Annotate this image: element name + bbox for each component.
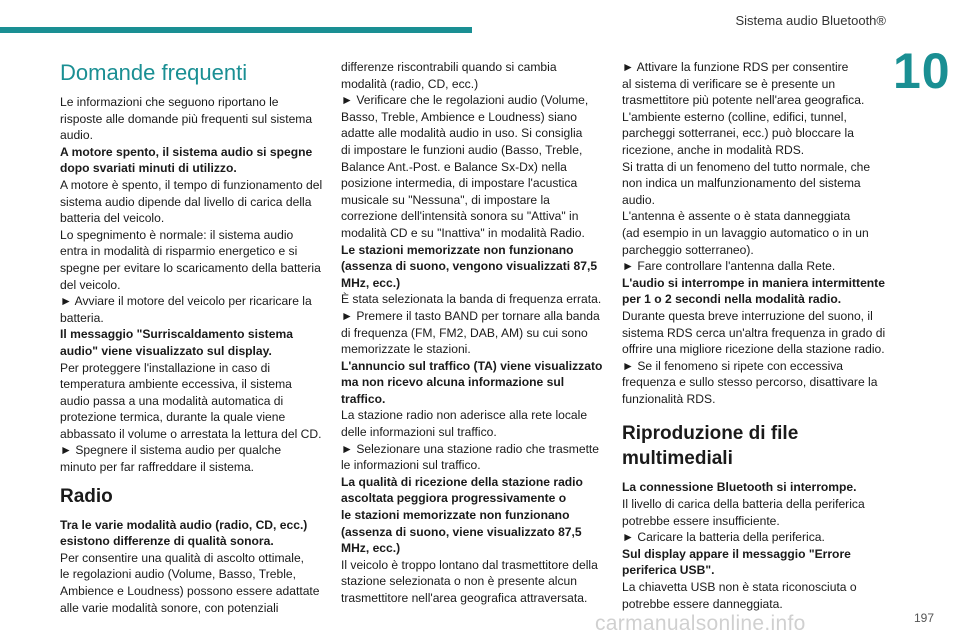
text-line: A motore spento, il sistema audio si spegne xyxy=(60,144,313,159)
text-line: Il livello di carica della batteria della periferica xyxy=(622,497,865,512)
text-line: musicale su "Nessuna", di impostare la xyxy=(341,192,550,207)
text-line: spegne per evitare lo scaricamento della batteria xyxy=(60,260,321,275)
col2-body xyxy=(341,59,604,607)
text-line: audio. xyxy=(60,128,93,143)
text-line: adatte alle modalità audio in uso. Si consiglia xyxy=(341,126,583,141)
text-line: batteria del veicolo. xyxy=(60,211,165,226)
text-line: ma non ricevo alcuna informazione sul xyxy=(341,375,565,390)
text-line: Ambience e Loudness) possono essere adattate xyxy=(60,584,320,599)
text-line: periferica USB". xyxy=(622,563,715,578)
text-line: L'antenna è assente o è stata danneggiata xyxy=(622,209,851,224)
text-line: ascoltata peggiora progressivamente o xyxy=(341,491,567,506)
text-line: Lo spegnimento è normale: il sistema audio xyxy=(60,227,294,242)
text-line: Durante questa breve interruzione del suono, il xyxy=(622,308,873,323)
text-line: L'audio si interrompe in maniera intermittente xyxy=(622,275,885,290)
section-title: Sistema audio Bluetooth® xyxy=(735,13,886,28)
page-number: 197 xyxy=(913,611,934,625)
text-line: Si tratta di un fenomeno del tutto normale, che xyxy=(622,159,871,174)
text-line: modalità (radio, CD, ecc.) xyxy=(341,76,479,91)
text-line: traffico. xyxy=(341,391,386,406)
text-line: audio passa a una modalità automatica di xyxy=(60,393,284,408)
text-line: posizione intermedia, di impostare l'acustica xyxy=(341,176,578,191)
text-line: La stazione radio non aderisce alla rete locale xyxy=(341,408,588,423)
text-line: modalità CD e su "Inattiva" in modalità Radio. xyxy=(341,225,585,240)
text-line: MHz, ecc.) xyxy=(341,541,401,556)
text-line: È stata selezionata la banda di frequenza errata. xyxy=(341,292,602,307)
col1-body xyxy=(60,94,326,476)
text-line: MHz, ecc.) xyxy=(341,275,401,290)
text-line: per 1 o 2 secondi nella modalità radio. xyxy=(622,292,842,307)
text-line: di frequenza (FM, FM2, DAB, AM) su cui sono xyxy=(341,325,588,340)
text-line: audio. xyxy=(622,192,655,207)
col3-body xyxy=(622,59,888,407)
text-line: entra in modalità di risparmio energetico e si xyxy=(60,244,298,259)
text-line: di impostare le funzioni audio (Basso, Treble, xyxy=(341,142,583,157)
text-line: Le informazioni che seguono riportano le xyxy=(60,95,279,109)
text-line: potrebbe essere insufficiente. xyxy=(622,513,780,528)
text-line: trasmettitore più potente nell'area geografica. xyxy=(622,93,865,108)
text-line: ► Verificare che le regolazioni audio (Volume, xyxy=(341,93,589,108)
text-line: Il veicolo è troppo lontano dal trasmettitore della xyxy=(341,557,598,572)
text-line: correzione dell'intensità sonora su "Attiva" in xyxy=(341,209,579,224)
text-line: A motore è spento, il tempo di funzionamento del xyxy=(60,177,323,192)
text-line: dopo svariati minuti di utilizzo. xyxy=(60,161,237,176)
text-line: ► Spegnere il sistema audio per qualche xyxy=(60,443,282,458)
column-1 xyxy=(60,60,326,616)
text-line: batteria. xyxy=(60,310,104,325)
text-line: le regolazioni audio (Volume, Basso, Treble, xyxy=(60,567,296,582)
text-line: Basso, Treble, Ambience e Loudness) siano xyxy=(341,109,577,124)
text-line: temperatura ambiente eccessiva, il sistema xyxy=(60,377,292,392)
text-line: La chiavetta USB non è stata riconosciuta o xyxy=(622,580,857,595)
text-line: del veicolo. xyxy=(60,277,121,292)
text-line: (assenza di suono, viene visualizzato 87,5 xyxy=(341,524,582,539)
chapter-number: 10 xyxy=(893,43,951,99)
text-line: non indica un malfunzionamento del sistema xyxy=(622,176,861,191)
text-line: potrebbe essere danneggiata. xyxy=(622,596,783,611)
text-line: alle varie modalità sonore, con potenziali xyxy=(60,600,279,615)
text-line: La connessione Bluetooth si interrompe. xyxy=(622,480,857,495)
text-line: sistema RDS cerca un'altra frequenza in grado di xyxy=(622,325,886,340)
text-line: Tra le varie modalità audio (radio, CD, ecc.) xyxy=(60,517,308,532)
text-line: L'ambiente esterno (colline, edifici, tunnel, xyxy=(622,109,847,124)
text-line: funzionalità RDS. xyxy=(622,391,716,406)
text-line: Per proteggere l'installazione in caso di xyxy=(60,360,271,375)
text-line: minuto per far raffreddare il sistema. xyxy=(60,460,255,475)
column-3 xyxy=(622,59,888,612)
text-line: L'annuncio sul traffico (TA) viene visualizzato xyxy=(341,358,603,373)
text-line: memorizzate le stazioni. xyxy=(341,342,471,357)
col3-body-2 xyxy=(622,479,888,612)
text-line: ► Attivare la funzione RDS per consentire xyxy=(622,60,849,74)
column-2 xyxy=(341,59,604,607)
text-line: ► Selezionare una stazione radio che trasmette xyxy=(341,441,600,456)
text-line: le stazioni memorizzate non funzionano xyxy=(341,508,570,523)
text-line: ► Se il fenomeno si ripete con eccessiva xyxy=(622,358,844,373)
text-line: Per consentire una qualità di ascolto ottimale, xyxy=(60,550,305,565)
text-line: ► Caricare la batteria della periferica. xyxy=(622,530,825,545)
text-line: ► Avviare il motore del veicolo per ricaricare la xyxy=(60,294,312,309)
text-line: trasmettitore nell'area geografica attraversata. xyxy=(341,591,588,605)
text-line: La qualità di ricezione della stazione radio xyxy=(341,474,583,489)
text-line: parcheggio sotterraneo). xyxy=(622,242,754,257)
text-line: esistono differenze di qualità sonora. xyxy=(60,534,274,549)
text-line: (assenza di suono, vengono visualizzati 87,5 xyxy=(341,259,598,274)
text-line: frequenza e sullo stesso percorso, disattivare la xyxy=(622,375,878,390)
text-line: ► Fare controllare l'antenna dalla Rete. xyxy=(622,259,836,274)
watermark: carmanualsonline.info xyxy=(595,612,806,635)
text-line: parcheggi sotterranei, ecc.) può bloccare la xyxy=(622,126,854,141)
text-line: le informazioni sul traffico. xyxy=(341,458,481,473)
page-heading: Domande frequenti xyxy=(60,60,248,85)
text-line: delle informazioni sul traffico. xyxy=(341,425,497,440)
text-line: protezione termica, durante la quale viene xyxy=(60,410,286,425)
text-line: ► Premere il tasto BAND per tornare alla banda xyxy=(341,308,600,323)
text-line: Il messaggio "Surriscaldamento sistema xyxy=(60,327,293,342)
text-line: al sistema di verificare se è presente un xyxy=(622,76,836,91)
text-line: differenze riscontrabili quando si cambia xyxy=(341,60,557,74)
text-line: offrire una migliore ricezione della stazione radio. xyxy=(622,342,885,357)
col1-body-2 xyxy=(60,517,326,617)
text-line: Sul display appare il messaggio "Errore xyxy=(622,546,851,561)
text-line: Le stazioni memorizzate non funzionano xyxy=(341,242,574,257)
text-line: sistema audio dipende dal livello di carica della xyxy=(60,194,312,209)
text-line: risposte alle domande più frequenti sul sistema xyxy=(60,111,313,126)
media-heading-line2: multimediali xyxy=(622,448,733,470)
media-heading xyxy=(622,421,888,471)
text-line: audio" viene visualizzato sul display. xyxy=(60,343,272,358)
text-line: ricezione, anche in modalità RDS. xyxy=(622,142,805,157)
media-heading-line1: Riproduzione di file xyxy=(622,423,799,445)
text-line: stazione selezionata o non è presente alcun xyxy=(341,574,577,589)
text-line: Balance Ant.-Post. e Balance Sx-Dx) nella xyxy=(341,159,567,174)
radio-heading: Radio xyxy=(60,485,113,507)
header-accent-bar xyxy=(0,27,472,33)
text-line: abbassato il volume o arrestata la lettura del CD. xyxy=(60,426,322,441)
text-line: (ad esempio in un lavaggio automatico o in un xyxy=(622,225,869,240)
